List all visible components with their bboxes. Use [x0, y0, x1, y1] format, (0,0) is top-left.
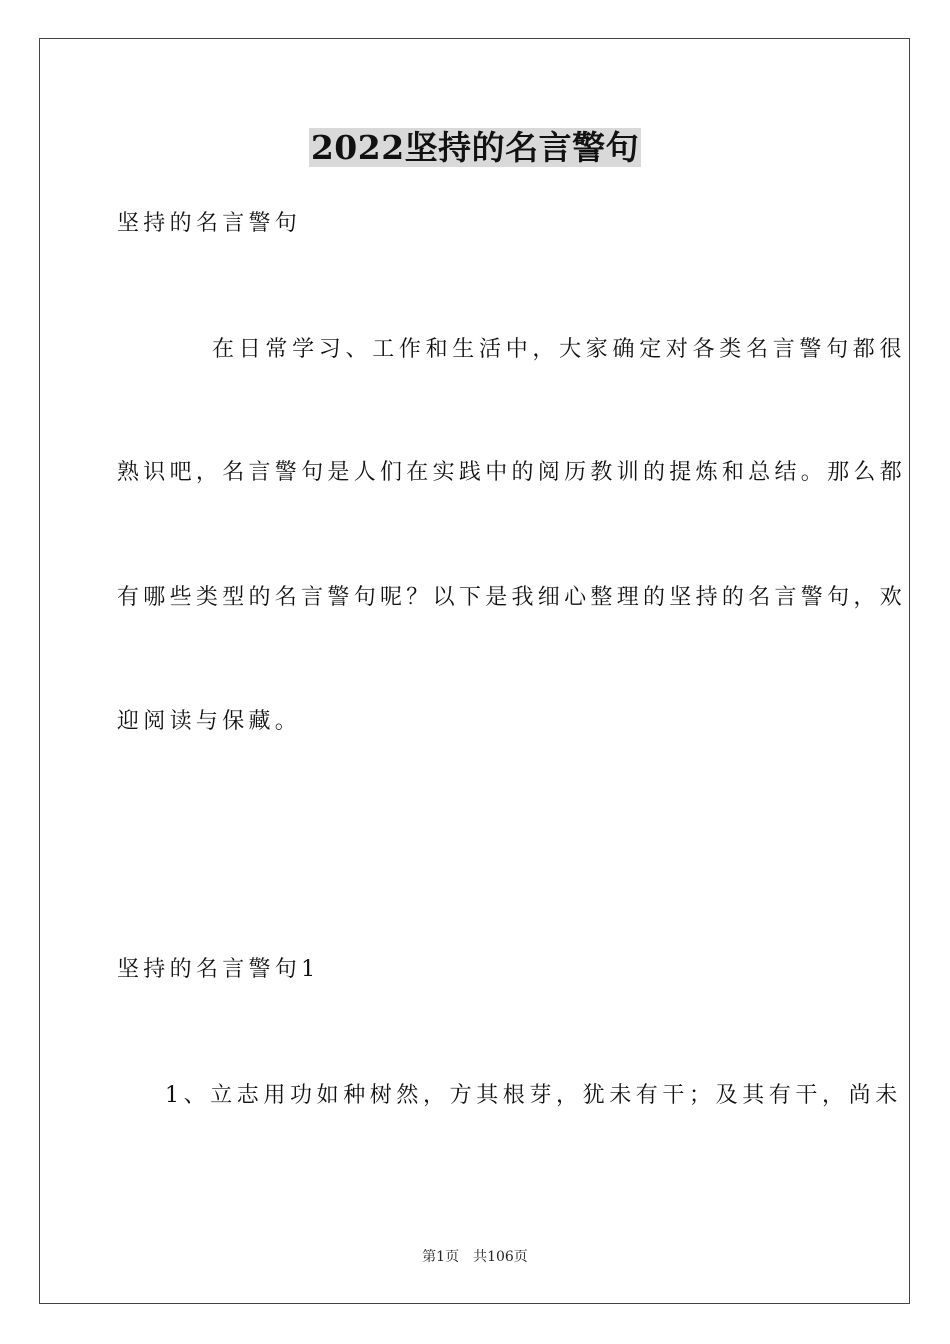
- paragraph-line-1: 在日常学习、工作和生活中，大家确定对各类名言警句都很: [212, 337, 907, 362]
- paragraph-line-2: 熟识吧，名言警句是人们在实践中的阅历教训的提炼和总结。那么都: [117, 460, 907, 485]
- page-footer: 第1页 共106页: [422, 1249, 528, 1265]
- quote-line-1: 1、立志用功如种树然，方其根芽，犹未有干；及其有干，尚未: [165, 1083, 902, 1108]
- document-subtitle: 坚持的名言警句: [117, 211, 302, 236]
- paragraph-line-4: 迎阅读与保藏。: [117, 709, 302, 734]
- paragraph-line-3: 有哪些类型的名言警句呢？以下是我细心整理的坚持的名言警句，欢: [117, 585, 907, 610]
- document-title: [0, 126, 950, 170]
- section-heading: 坚持的名言警句1: [117, 957, 320, 982]
- document-title-text: 2022坚持的名言警句: [310, 128, 640, 167]
